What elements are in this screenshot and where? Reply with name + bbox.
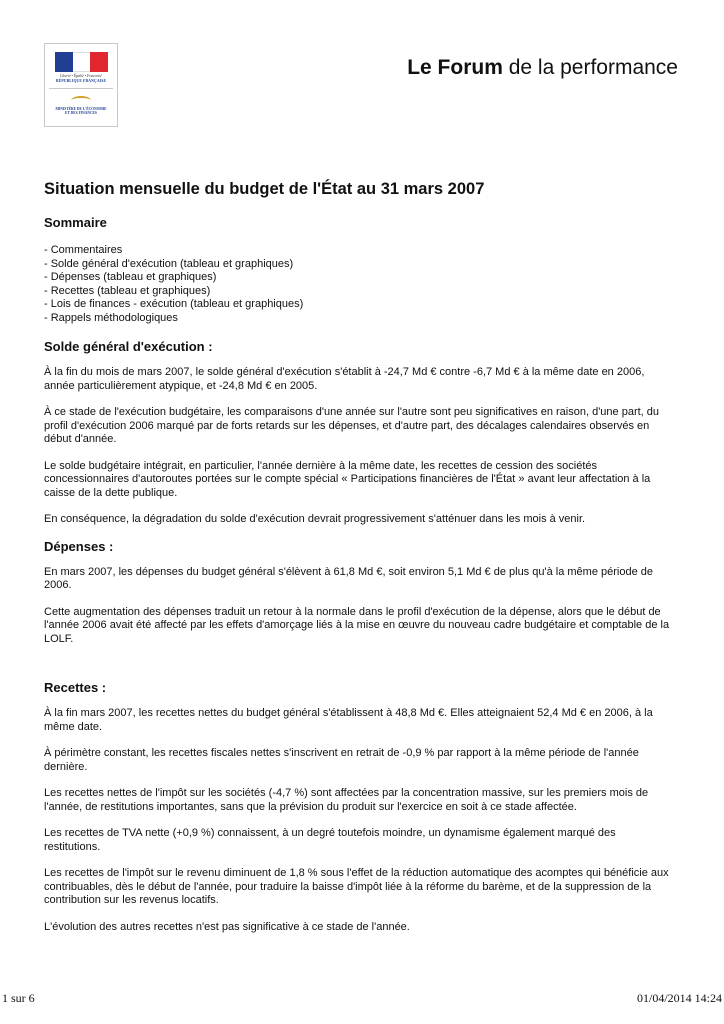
recettes-paragraph: À la fin mars 2007, les recettes nettes du budget général s'établissent à 48,8 Md €. Elles atteignaient 52,4 Md € en 2006, à la même date. [44, 707, 653, 733]
depenses-heading: Dépenses : [44, 538, 114, 554]
sommaire-item: - Lois de finances - exécution (tableau et graphiques) [44, 298, 304, 310]
recettes-paragraph: Les recettes de TVA nette (+0,9 %) connaissent, à un degré toutefois moindre, un dynamisme également marqué des restitutions. [44, 827, 616, 853]
sommaire-item: - Commentaires [44, 244, 123, 256]
logo-ministere [47, 107, 115, 116]
page-number: 1 sur 6 [2, 991, 35, 1005]
sommaire-list [44, 244, 670, 325]
sommaire-heading: Sommaire [44, 215, 107, 230]
sommaire-item: - Recettes (tableau et graphiques) [44, 284, 211, 297]
main-content [44, 180, 670, 934]
logo-ministere-line2: ET DES FINANCES [65, 111, 97, 116]
solde-paragraph: En conséquence, la dégradation du solde d'exécution devrait progressivement s'atténuer dans les mois à venir. [44, 513, 586, 525]
logo-divider [49, 88, 113, 89]
solde-paragraph: À la fin du mois de mars 2007, le solde général d'exécution s'établit à -24,7 Md € contre -6,7 Md € à la même date en 2006, année particulièrement atypique, et -24,8 Md € en 2005. [44, 366, 645, 392]
depenses-paragraph: En mars 2007, les dépenses du budget général s'élèvent à 61,8 Md €, soit environ 5,1 Md € de plus qu'à la même période de 2006. [44, 565, 653, 591]
logo-republique: RÉPUBLIQUE FRANÇAISE [55, 79, 107, 83]
logo-ministere-line1: MINISTÈRE DE L'ÉCONOMIE [55, 107, 107, 111]
sommaire-item: - Rappels méthodologiques [44, 311, 178, 324]
sommaire-item: - Solde général d'exécution (tableau et graphiques) [44, 257, 294, 270]
site-title [407, 56, 678, 80]
site-title-rest: de la performance [502, 56, 678, 79]
ministry-logo [44, 43, 118, 127]
recettes-paragraph: Les recettes nettes de l'impôt sur les sociétés (-4,7 %) sont affectées par la concentration massive, sur les premiers mois de l'année, de restitutions importantes, sans que la prévision du produit sur l'exercice en soit à ce stade affectée. [44, 787, 649, 813]
sommaire-item: - Dépenses (tableau et graphiques) [44, 271, 217, 283]
solde-paragraph: À ce stade de l'exécution budgétaire, les comparaisons d'une année sur l'autre sont peu significatives en raison, d'une part, du profil d'exécution 2006 marqué par de forts retards sur les dépenses, et d'autre part, des décalages calendaires observés en début d'année. [44, 406, 660, 445]
site-title-bold: Le Forum [407, 56, 503, 79]
ministry-emblem-icon [71, 96, 91, 105]
print-timestamp: 01/04/2014 14:24 [636, 991, 722, 1005]
recettes-paragraph: À périmètre constant, les recettes fiscales nettes s'inscrivent en retrait de -0,9 % par rapport à la même période de l'année dernière. [44, 747, 639, 773]
solde-heading: Solde général d'exécution : [44, 339, 213, 354]
depenses-paragraph: Cette augmentation des dépenses traduit un retour à la normale dans le profil d'exécution de la dépense, alors que le début de l'année 2006 avait été affecté par les effets d'amorçage liés à la mise en œuvre du nouveau cadre budgétaire et comptable de la LOLF. [44, 605, 670, 645]
logo-motto: Liberté • Égalité • Fraternité [60, 74, 102, 78]
recettes-paragraph: L'évolution des autres recettes n'est pas significative à ce stade de l'année. [44, 920, 410, 933]
solde-paragraph: Le solde budgétaire intégrait, en particulier, l'année dernière à la même date, les recettes de cession des sociétés concessionnaires d'autoroutes portées sur le compte spécial « Participations financières de l'État » avant leur affectation à la caisse de la dette publique. [44, 459, 651, 499]
recettes-heading: Recettes : [44, 680, 107, 695]
page-title: Situation mensuelle du budget de l'État au 31 mars 2007 [44, 180, 485, 198]
french-flag-icon [55, 52, 108, 72]
recettes-paragraph: Les recettes de l'impôt sur le revenu diminuent de 1,8 % sous l'effet de la réduction automatique des acomptes qui bénéficie aux contribuables, dès le début de l'année, pour traduire la baisse d'impôt liée à la réforme du barème, et de la suppression de la contribution sur les revenus locatifs. [44, 867, 669, 906]
